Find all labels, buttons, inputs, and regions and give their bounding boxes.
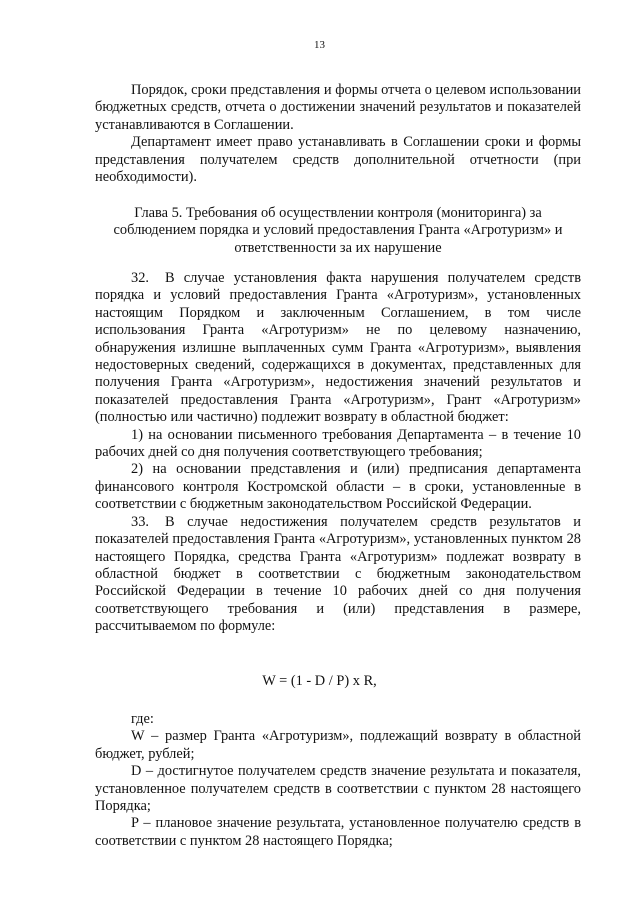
chapter-heading-line-1: Глава 5. Требования об осуществлении контроля (мониторинга) за <box>134 205 542 221</box>
clause-32-text: В случае установления факта нарушения получателем средств порядка и условий предоставления Гранта «Агротуризм», установленных настоящим Порядком и заключенным Соглашением, в том числе использования Гранта «Агротуризм» не по целевому назначению, обнаружения излишне выплаченных сумм Гранта «Агротуризм», выявления недостоверных сведений, содержащихся в документах, представленных для получения Гранта «Агротуризм», недостижения значений результатов и показателей предоставления Гранта «Агротуризм», Грант «Агротуризм» (полностью или частично) подлежит возврату в областной бюджет: <box>95 270 581 426</box>
paragraph-additional-reporting: Департамент имеет право устанавливать в Соглашении сроки и формы представления получателем средств дополнительной отчетности (при необходимости). <box>95 134 581 186</box>
chapter-heading-line-3: ответственности за их нарушение <box>234 239 442 256</box>
clause-32-item-1: 1) на основании письменного требования Департамента – в течение 10 рабочих дней со дня получения соответствующего требования; <box>95 426 581 461</box>
definitions-section <box>95 711 581 850</box>
clause-32-number: 32. <box>131 270 149 286</box>
definition-w: W – размер Гранта «Агротуризм», подлежащий возврату в областной бюджет, рублей; <box>95 728 581 762</box>
clause-32 <box>95 270 581 427</box>
page-number: 13 <box>314 39 325 51</box>
chapter-heading-line-2: соблюдением порядка и условий предоставления Гранта «Агротуризм» и <box>113 222 563 239</box>
clause-33-text: В случае недостижения получателем средств результатов и показателей предоставления Гранта «Агротуризм», установленных пунктом 28 настоящего Порядка, средства Гранта «Агротуризм» подлежат возврату в областной бюджет в соответствии с бюджетным законодательством Российской Федерации в течение 10 рабочих дней со дня получения соответствующего требования и (или) представления в размере, рассчитываемом по формуле: <box>95 513 581 635</box>
clause-32-item-2: 2) на основании представления и (или) предписания департамента финансового контроля Костромской области – в сроки, установленные в соответствии с бюджетным законодательством Российской Федерации. <box>95 461 581 513</box>
definition-d: D – достигнутое получателем средств значение результата и показателя, установленное получателем средств в соответствии с пунктом 28 настоящего Порядка; <box>95 763 581 815</box>
definition-p: P – плановое значение результата, установленное получателю средств в соответствии с пунктом 28 настоящего Порядка; <box>95 815 581 849</box>
definitions-intro: где: <box>131 711 154 727</box>
formula: W = (1 - D / P) x R, <box>262 673 377 689</box>
reporting-section <box>95 82 581 186</box>
chapter-heading <box>95 205 581 257</box>
clause-33-number: 33. <box>131 513 149 530</box>
clauses-section <box>95 270 581 636</box>
paragraph-reporting-forms: Порядок, сроки представления и формы отчета о целевом использовании бюджетных средств, отчета о достижении значений результатов и показателей устанавливаются в Соглашении. <box>95 82 581 133</box>
clause-33 <box>95 514 581 636</box>
